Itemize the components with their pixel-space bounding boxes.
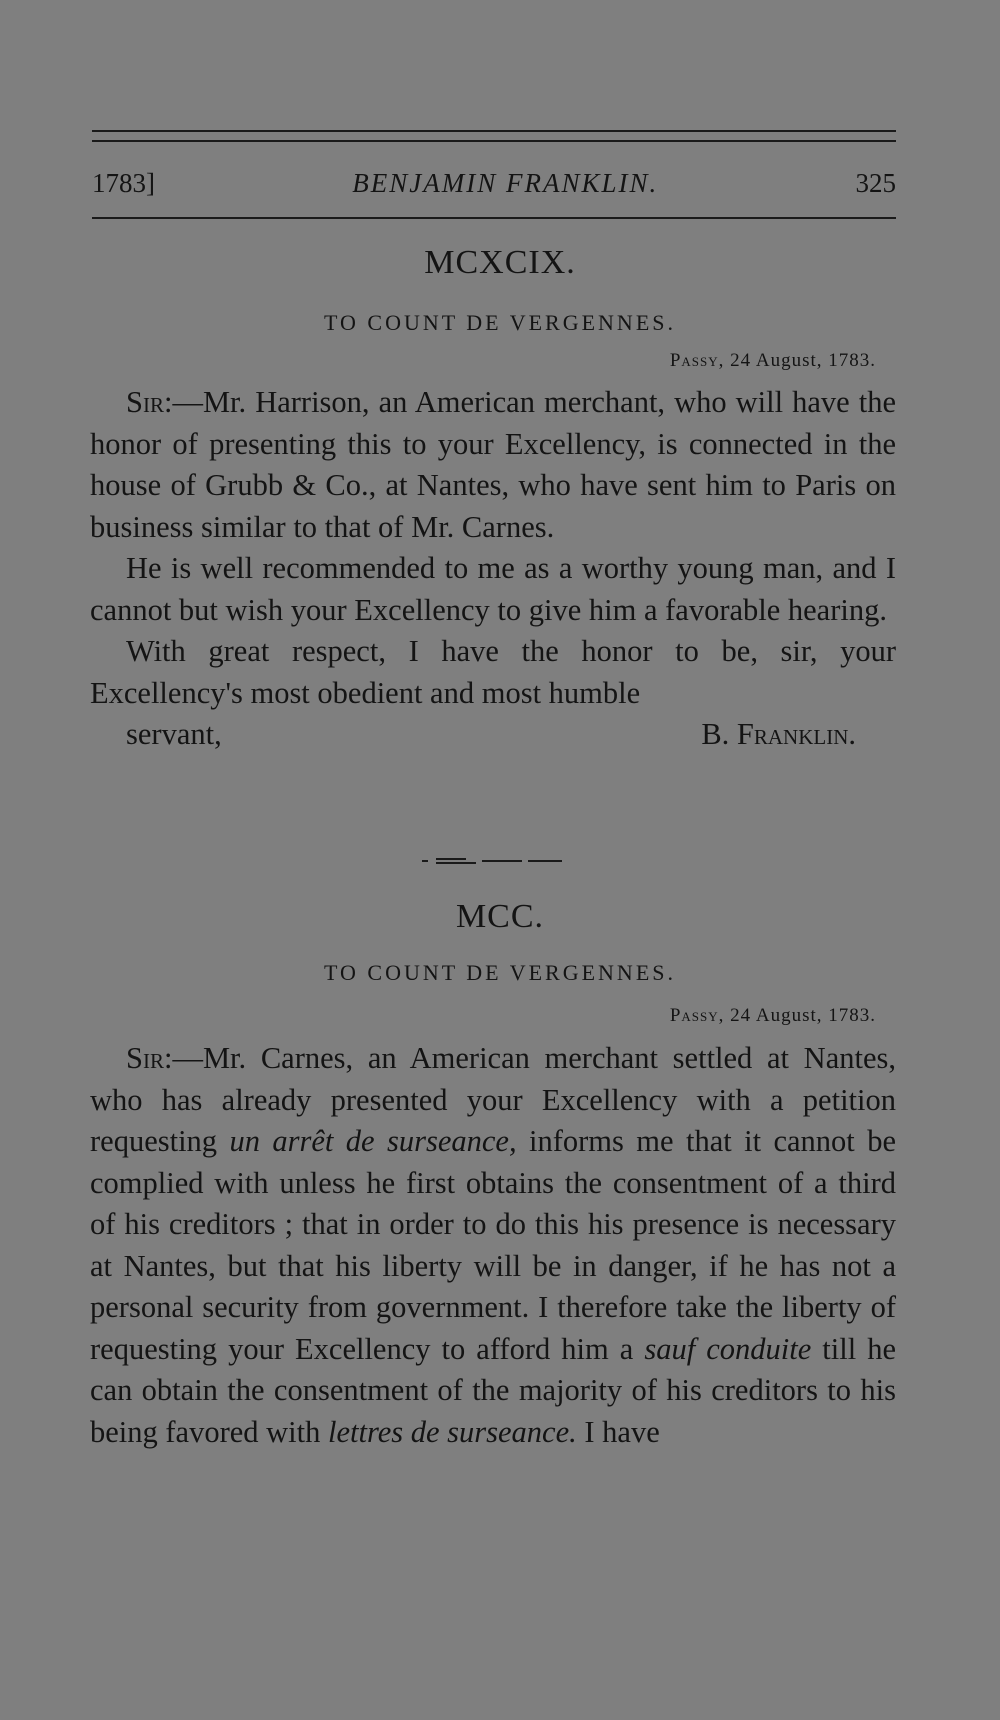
paragraph-text: I have — [576, 1414, 660, 1449]
closing-line — [90, 714, 896, 756]
letter-number: MCC. — [455, 898, 545, 935]
running-head — [92, 168, 896, 208]
letter-paragraph: He is well recommended to me as a worthy young man, and I cannot but wish your Excellency to give him a favorable hearing. — [90, 551, 896, 627]
letter-dateline — [670, 1005, 876, 1027]
letter-paragraph — [90, 382, 896, 548]
running-head-year: 1783] — [92, 168, 155, 198]
letter-place: Passy, — [669, 350, 725, 371]
letter-paragraph: With great respect, I have the honor to be, sir, your Excellency's most obedient and most humble — [90, 634, 896, 710]
section-divider — [422, 858, 562, 866]
paragraph-text: :—Mr. Carnes, an American merchant settled at Nantes, who has already presented your Excellency with a petition requesting — [90, 1041, 896, 1158]
paragraph-text: :—Mr. Harrison, an American merchant, who will have the honor of presenting this to your Excellency, is connected in the house of Grubb & Co., at Nantes, who have sent him to Paris on business similar to that of Mr. Carnes. — [90, 385, 896, 544]
salutation: Sir — [126, 385, 164, 419]
letter-body — [90, 382, 896, 756]
letter-addressee: TO COUNT DE VERGENNES. — [323, 960, 676, 985]
salutation: Sir — [126, 1041, 164, 1075]
letter-paragraph — [90, 1038, 896, 1453]
running-head-title: BENJAMIN FRANKLIN. — [352, 168, 659, 198]
header-rule-bottom — [92, 217, 896, 219]
letter-dateline — [670, 350, 876, 372]
italic-phrase: sauf conduite — [644, 1331, 812, 1366]
letter-place: Passy, — [669, 1005, 725, 1026]
letter-addressee: TO COUNT DE VERGENNES. — [323, 310, 676, 335]
letter-body — [90, 1038, 896, 1453]
italic-phrase: lettres de surseance. — [328, 1414, 577, 1449]
letter-date: 24 August, 1783. — [730, 350, 876, 371]
closing: servant, — [126, 717, 222, 751]
header-rule-top — [92, 130, 896, 132]
paragraph-text: informs me that it cannot be complied with unless he first obtains the consentment of a third of his creditors ; that in order to do this his presence is necessary at Nantes, but that his liberty will be in danger, if he has not a personal security from government. I therefore take the liberty of requesting your Excellency to afford him a — [90, 1124, 896, 1366]
letter-date: 24 August, 1783. — [730, 1005, 876, 1026]
italic-phrase: un arrêt de surseance, — [229, 1124, 517, 1158]
header-rule-top-inner — [92, 140, 896, 142]
paragraph-text: till he can obtain the consentment of the majority of his creditors to his being favored with — [90, 1331, 896, 1449]
page-number: 325 — [855, 168, 896, 198]
signature: B. Franklin. — [701, 717, 856, 751]
letter-number: MCXCIX. — [424, 244, 576, 281]
